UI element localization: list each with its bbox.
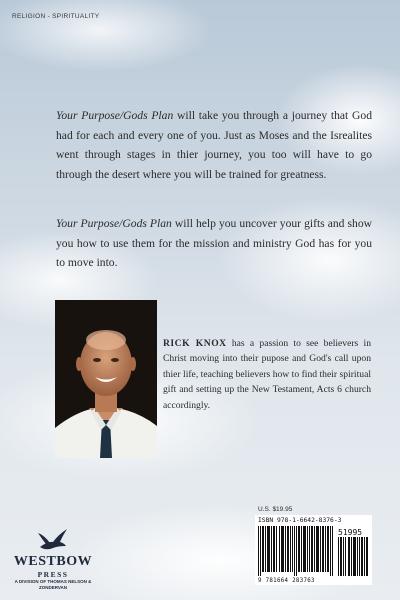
dove-icon xyxy=(36,527,70,553)
author-photo xyxy=(55,300,157,458)
category-label: RELIGION - SPIRITUALITY xyxy=(12,13,100,20)
description-paragraph-1 xyxy=(56,106,372,184)
publisher-press: PRESS xyxy=(37,570,69,579)
price-barcode-bars xyxy=(338,537,368,576)
isbn-barcode xyxy=(255,515,372,585)
paragraph-2-text: will help you uncover your gifts and show you how to use them for the mission and ministry God has for you to move into. xyxy=(56,217,372,269)
publisher-logo xyxy=(8,527,104,592)
barcode-number: 9 781664 283763 xyxy=(258,578,315,584)
price-label: U.S. $19.95 xyxy=(258,506,293,513)
barcode-bars xyxy=(258,526,334,576)
author-name: RICK KNOX xyxy=(163,338,227,349)
description-paragraph-2 xyxy=(56,214,372,273)
author-bio xyxy=(163,336,371,413)
book-title-italic: Your Purpose/Gods Plan xyxy=(56,217,172,230)
book-title-italic: Your Purpose/Gods Plan xyxy=(56,109,174,122)
publisher-subline: A DIVISION OF THOMAS NELSON & ZONDERVAN xyxy=(14,579,92,590)
author-bio-text: has a passion to see believers in Christ moving into their pupose and God's call upon thier life, teaching believers how to find their spiritual gift and setting up the New Testament, Acts 6 church accordingly. xyxy=(163,338,372,411)
isbn-text: ISBN 978-1-6642-8376-3 xyxy=(258,517,342,524)
barcode-price-code: 51995 xyxy=(338,528,363,537)
paragraph-1-text: will take you through a journey that God had for each and every one of you. Just as Moses and the Isrealites went through stages in thier journey, you too will have to go through the desert where you will be trained for greatness. xyxy=(56,109,373,181)
publisher-name: WESTBOW xyxy=(13,554,93,569)
